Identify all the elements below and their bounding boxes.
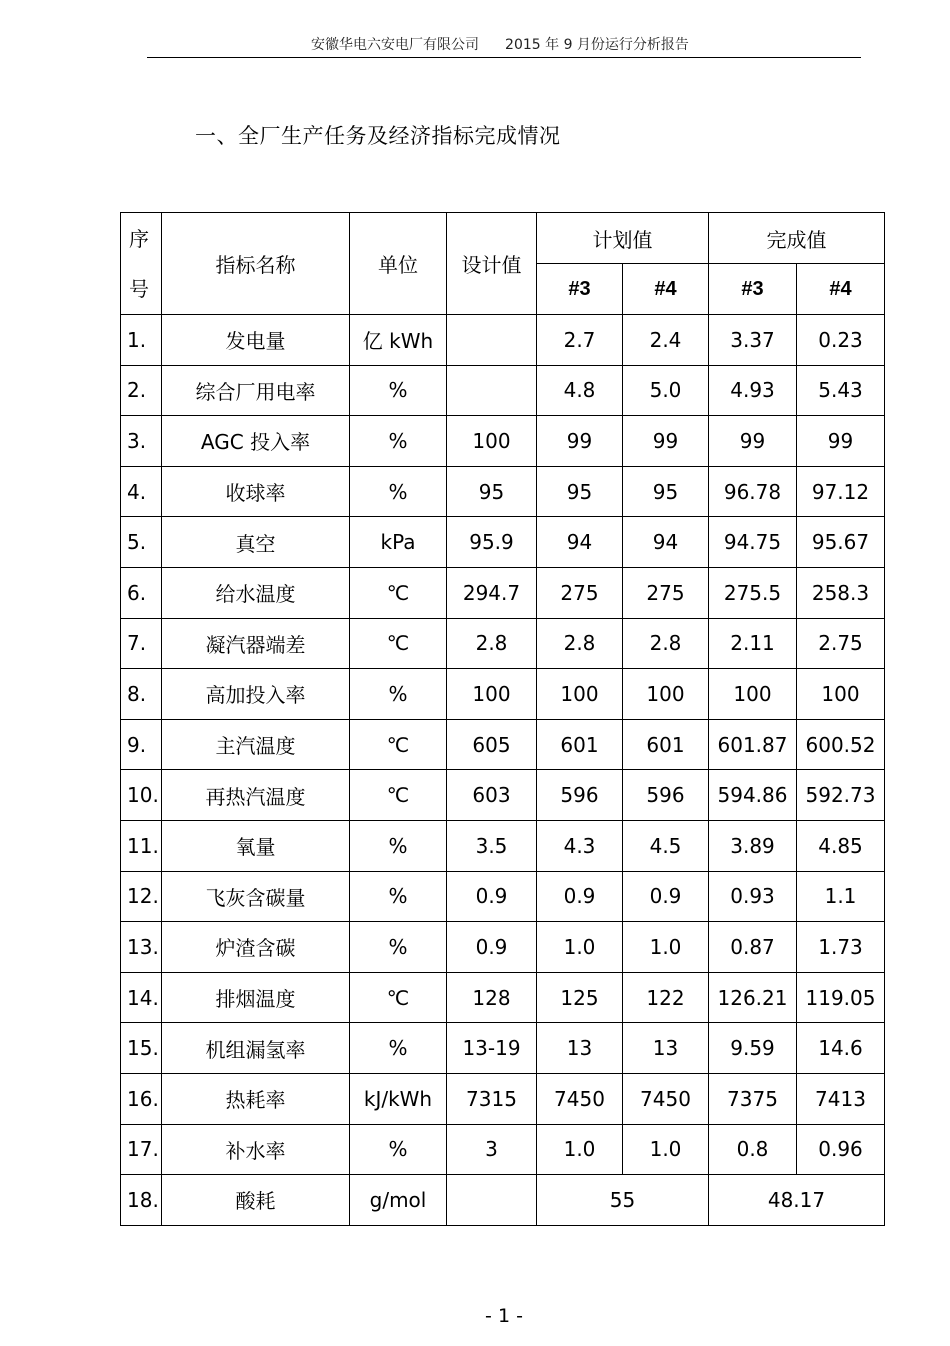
cell-design: 3 <box>447 1124 537 1175</box>
cell-name: 再热汽温度 <box>162 770 350 821</box>
cell-plan-unit4: 122 <box>623 972 709 1023</box>
cell-design: 605 <box>447 719 537 770</box>
cell-actual-unit4: 7413 <box>797 1073 885 1124</box>
cell-no: 13. <box>121 922 162 973</box>
cell-unit: 亿 kWh <box>350 315 447 366</box>
cell-plan-unit4: 596 <box>623 770 709 821</box>
cell-plan-unit4: 2.4 <box>623 315 709 366</box>
cell-actual-unit4: 99 <box>797 416 885 467</box>
table-row <box>121 416 885 467</box>
table-row <box>121 871 885 922</box>
cell-no: 16. <box>121 1073 162 1124</box>
header-actual-unit3: #3 <box>709 264 797 315</box>
cell-design: 13-19 <box>447 1023 537 1074</box>
cell-plan-unit4: 1.0 <box>623 922 709 973</box>
cell-actual-unit4: 1.73 <box>797 922 885 973</box>
page-header <box>0 34 950 54</box>
table-row-merged <box>121 1175 885 1226</box>
cell-plan-unit4: 99 <box>623 416 709 467</box>
cell-actual-unit4: 600.52 <box>797 719 885 770</box>
cell-unit: kPa <box>350 517 447 568</box>
header-report-title: 2015 年 9 月份运行分析报告 <box>505 37 689 53</box>
cell-name: 排烟温度 <box>162 972 350 1023</box>
cell-plan-unit3: 4.3 <box>537 820 623 871</box>
cell-name: 酸耗 <box>162 1175 350 1226</box>
header-actual-unit4: #4 <box>797 264 885 315</box>
cell-actual-unit3: 601.87 <box>709 719 797 770</box>
table-row <box>121 567 885 618</box>
header-divider <box>147 57 861 58</box>
cell-actual-unit3: 100 <box>709 669 797 720</box>
cell-design: 100 <box>447 416 537 467</box>
cell-plan-unit4: 5.0 <box>623 365 709 416</box>
cell-plan-unit4: 2.8 <box>623 618 709 669</box>
table-row <box>121 922 885 973</box>
cell-design: 603 <box>447 770 537 821</box>
cell-design <box>447 315 537 366</box>
cell-plan-unit4: 100 <box>623 669 709 720</box>
cell-plan-unit3: 99 <box>537 416 623 467</box>
table-row <box>121 770 885 821</box>
cell-actual-unit4: 258.3 <box>797 567 885 618</box>
cell-actual-unit4: 95.67 <box>797 517 885 568</box>
cell-plan-unit4: 1.0 <box>623 1124 709 1175</box>
cell-plan-unit3: 4.8 <box>537 365 623 416</box>
cell-name: 高加投入率 <box>162 669 350 720</box>
table-row <box>121 719 885 770</box>
cell-actual-unit4: 0.23 <box>797 315 885 366</box>
cell-design: 7315 <box>447 1073 537 1124</box>
cell-no: 3. <box>121 416 162 467</box>
cell-name: 炉渣含碳 <box>162 922 350 973</box>
table-row <box>121 820 885 871</box>
header-company: 安徽华电六安电厂有限公司 <box>311 37 480 53</box>
section-title: 一、全厂生产任务及经济指标完成情况 <box>195 124 561 148</box>
cell-actual-unit3: 2.11 <box>709 618 797 669</box>
cell-no: 6. <box>121 567 162 618</box>
cell-actual-unit3: 275.5 <box>709 567 797 618</box>
table-row <box>121 315 885 366</box>
table-row <box>121 972 885 1023</box>
cell-actual-unit3: 3.37 <box>709 315 797 366</box>
header-design: 设计值 <box>447 213 537 315</box>
cell-plan-unit3: 275 <box>537 567 623 618</box>
cell-actual-unit4: 1.1 <box>797 871 885 922</box>
table-header-row <box>121 213 885 264</box>
cell-plan-unit4: 13 <box>623 1023 709 1074</box>
cell-design: 100 <box>447 669 537 720</box>
cell-no: 5. <box>121 517 162 568</box>
cell-name: 主汽温度 <box>162 719 350 770</box>
cell-no: 12. <box>121 871 162 922</box>
cell-name: 给水温度 <box>162 567 350 618</box>
cell-plan-unit4: 601 <box>623 719 709 770</box>
cell-actual-unit3: 9.59 <box>709 1023 797 1074</box>
cell-name: 补水率 <box>162 1124 350 1175</box>
cell-no: 1. <box>121 315 162 366</box>
cell-actual-unit3: 99 <box>709 416 797 467</box>
cell-plan-unit3: 95 <box>537 466 623 517</box>
cell-name: 氧量 <box>162 820 350 871</box>
table-row <box>121 1073 885 1124</box>
cell-unit: % <box>350 416 447 467</box>
cell-design: 0.9 <box>447 922 537 973</box>
cell-unit: % <box>350 871 447 922</box>
cell-design <box>447 1175 537 1226</box>
page-number: - 1 - <box>485 1305 523 1327</box>
indicator-table <box>120 212 885 1226</box>
cell-design: 2.8 <box>447 618 537 669</box>
cell-actual-unit3: 594.86 <box>709 770 797 821</box>
table-row <box>121 517 885 568</box>
cell-unit: % <box>350 820 447 871</box>
cell-unit: kJ/kWh <box>350 1073 447 1124</box>
cell-actual-unit4: 2.75 <box>797 618 885 669</box>
cell-actual-unit4: 100 <box>797 669 885 720</box>
cell-unit: ℃ <box>350 719 447 770</box>
cell-unit: ℃ <box>350 972 447 1023</box>
cell-actual-unit3: 96.78 <box>709 466 797 517</box>
cell-no: 7. <box>121 618 162 669</box>
cell-actual-merged: 48.17 <box>709 1175 885 1226</box>
cell-design: 3.5 <box>447 820 537 871</box>
header-seq: 序 号 <box>121 213 162 315</box>
cell-actual-unit3: 94.75 <box>709 517 797 568</box>
table-row <box>121 466 885 517</box>
header-unit: 单位 <box>350 213 447 315</box>
cell-plan-unit3: 1.0 <box>537 922 623 973</box>
cell-design: 95.9 <box>447 517 537 568</box>
cell-plan-unit4: 4.5 <box>623 820 709 871</box>
cell-actual-unit3: 4.93 <box>709 365 797 416</box>
cell-name: 发电量 <box>162 315 350 366</box>
cell-name: 机组漏氢率 <box>162 1023 350 1074</box>
header-plan-unit4: #4 <box>623 264 709 315</box>
header-name: 指标名称 <box>162 213 350 315</box>
cell-name: 飞灰含碳量 <box>162 871 350 922</box>
cell-name: 收球率 <box>162 466 350 517</box>
cell-plan-unit3: 1.0 <box>537 1124 623 1175</box>
cell-unit: g/mol <box>350 1175 447 1226</box>
cell-plan-unit3: 2.7 <box>537 315 623 366</box>
cell-plan-unit4: 275 <box>623 567 709 618</box>
cell-design: 128 <box>447 972 537 1023</box>
cell-no: 18. <box>121 1175 162 1226</box>
cell-unit: % <box>350 466 447 517</box>
cell-actual-unit4: 14.6 <box>797 1023 885 1074</box>
cell-design <box>447 365 537 416</box>
cell-unit: % <box>350 922 447 973</box>
cell-plan-unit3: 100 <box>537 669 623 720</box>
cell-no: 9. <box>121 719 162 770</box>
cell-unit: % <box>350 1124 447 1175</box>
cell-plan-unit3: 596 <box>537 770 623 821</box>
cell-design: 95 <box>447 466 537 517</box>
cell-name: 综合厂用电率 <box>162 365 350 416</box>
header-plan-unit3: #3 <box>537 264 623 315</box>
cell-no: 10. <box>121 770 162 821</box>
table-body <box>121 315 885 1226</box>
cell-no: 2. <box>121 365 162 416</box>
cell-name: 真空 <box>162 517 350 568</box>
cell-unit: % <box>350 1023 447 1074</box>
table-row <box>121 1124 885 1175</box>
cell-actual-unit3: 0.8 <box>709 1124 797 1175</box>
table-row <box>121 669 885 720</box>
cell-no: 8. <box>121 669 162 720</box>
cell-plan-unit3: 0.9 <box>537 871 623 922</box>
cell-plan-unit4: 95 <box>623 466 709 517</box>
cell-actual-unit4: 592.73 <box>797 770 885 821</box>
cell-actual-unit4: 5.43 <box>797 365 885 416</box>
cell-actual-unit3: 7375 <box>709 1073 797 1124</box>
cell-unit: ℃ <box>350 567 447 618</box>
cell-plan-unit3: 125 <box>537 972 623 1023</box>
cell-plan-unit4: 7450 <box>623 1073 709 1124</box>
cell-name: AGC 投入率 <box>162 416 350 467</box>
cell-name: 凝汽器端差 <box>162 618 350 669</box>
cell-plan-unit3: 7450 <box>537 1073 623 1124</box>
cell-design: 0.9 <box>447 871 537 922</box>
cell-actual-unit4: 0.96 <box>797 1124 885 1175</box>
cell-plan-unit3: 2.8 <box>537 618 623 669</box>
cell-unit: ℃ <box>350 770 447 821</box>
cell-actual-unit3: 0.93 <box>709 871 797 922</box>
cell-no: 15. <box>121 1023 162 1074</box>
cell-actual-unit3: 3.89 <box>709 820 797 871</box>
cell-plan-unit3: 13 <box>537 1023 623 1074</box>
cell-design: 294.7 <box>447 567 537 618</box>
cell-unit: % <box>350 365 447 416</box>
cell-actual-unit3: 126.21 <box>709 972 797 1023</box>
cell-unit: % <box>350 669 447 720</box>
cell-actual-unit4: 97.12 <box>797 466 885 517</box>
cell-plan-unit3: 94 <box>537 517 623 568</box>
header-actual: 完成值 <box>709 213 885 264</box>
cell-unit: ℃ <box>350 618 447 669</box>
cell-plan-unit4: 0.9 <box>623 871 709 922</box>
cell-actual-unit4: 4.85 <box>797 820 885 871</box>
header-plan: 计划值 <box>537 213 709 264</box>
cell-plan-unit3: 601 <box>537 719 623 770</box>
cell-plan-unit4: 94 <box>623 517 709 568</box>
cell-no: 17. <box>121 1124 162 1175</box>
cell-name: 热耗率 <box>162 1073 350 1124</box>
cell-actual-unit3: 0.87 <box>709 922 797 973</box>
cell-no: 14. <box>121 972 162 1023</box>
cell-no: 4. <box>121 466 162 517</box>
cell-plan-merged: 55 <box>537 1175 709 1226</box>
cell-actual-unit4: 119.05 <box>797 972 885 1023</box>
table-row <box>121 618 885 669</box>
cell-no: 11. <box>121 820 162 871</box>
table-row <box>121 365 885 416</box>
table-row <box>121 1023 885 1074</box>
